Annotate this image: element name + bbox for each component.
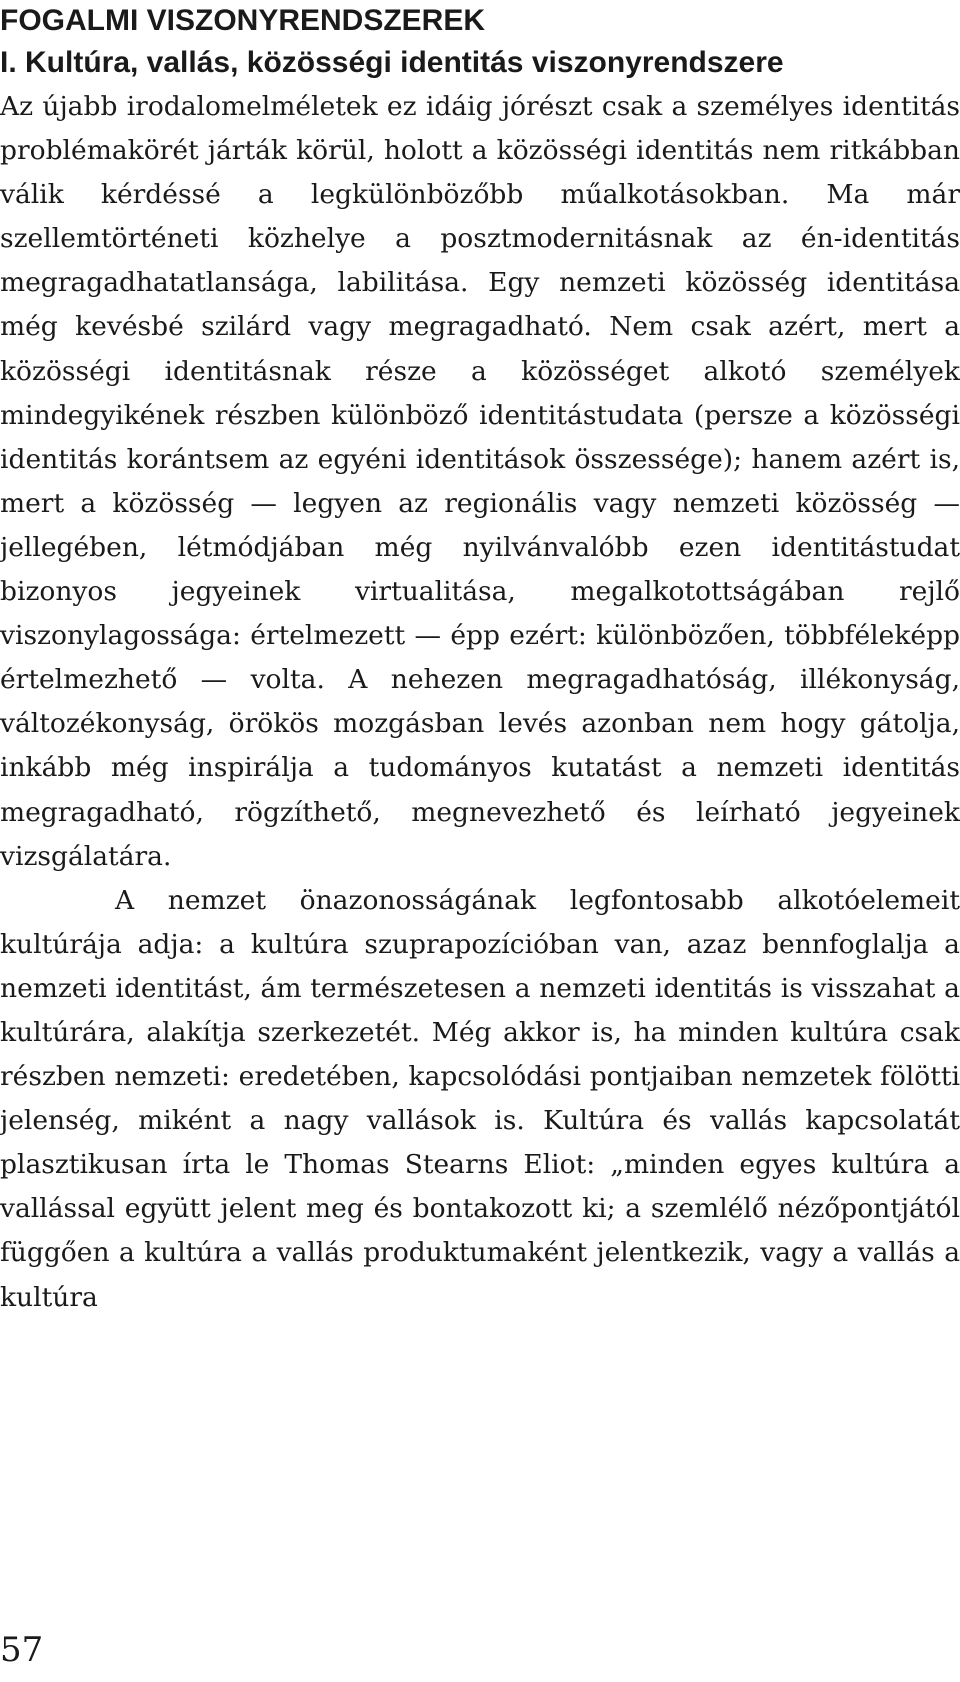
section-title: I. Kultúra, vallás, közösségi identitás viszonyrendszere [0,46,784,79]
running-head: FOGALMI VISZONYRENDSZEREK [0,4,486,37]
paragraph: Az újabb irodalomelméletek ez idáig jórészt csak a személyes identitás problémakörét járták körül, holott a közösségi identitás nem ritkábban válik kérdéssé a legkülönbözőbb műalkotásokban. Ma már szellemtörténeti közhelye a posztmodernitásnak az én-identitás megragadhatatlansága, labilitása. Egy nemzeti közösség identitása még kevésbé szilárd vagy megragadható. Nem csak azért, mert a közösségi identitásnak része a közösséget alkotó személyek mindegyikének részben különböző identitástudata (persze a közösségi identitás korántsem az egyéni identitások összessége); hanem azért is, mert a közösség — legyen az regionális vagy nemzeti közösség — jellegében, létmódjában még nyilvánvalóbb ezen identitástudat bizonyos jegyeinek virtualitása, megalkotottságában rejlő viszonylagossága: értelmezett — épp ezért: különbözően, többféleképp értelmezhető — volta. A nehezen megragadhatóság, illékonyság, változékonyság, örökös mozgásban levés azonban nem hogy gátolja, inkább még inspirálja a tudományos kutatást a nemzeti identitás megragadható, rögzíthető, megnevezhető és leírható jegyeinek vizsgálatára. [0,91,960,872]
heading-block [0,0,960,84]
page-number: 57 [0,1630,44,1670]
body-text [0,85,960,1320]
paragraph: A nemzet önazonosságának legfontosabb alkotóelemeit kultúrája adja: a kultúra szuprapozícióban van, azaz bennfoglalja a nemzeti identitást, ám természetesen a nemzeti identitás is visszahat a kultúrára, alakítja szerkezetét. Még akkor is, ha minden kultúra csak részben nemzeti: eredetében, kapcsolódási pontjaiban nemzetek fölötti jelenség, miként a nagy vallások is. Kultúra és vallás kapcsolatát plasztikusan írta le Thomas Stearns Eliot: „minden egyes kultúra a vallással együtt jelent meg és bontakozott ki; a szemlélő nézőpontjától függően a kultúra a vallás produktumaként jelentkezik, vagy a vallás a kultúra [0,884,960,1313]
